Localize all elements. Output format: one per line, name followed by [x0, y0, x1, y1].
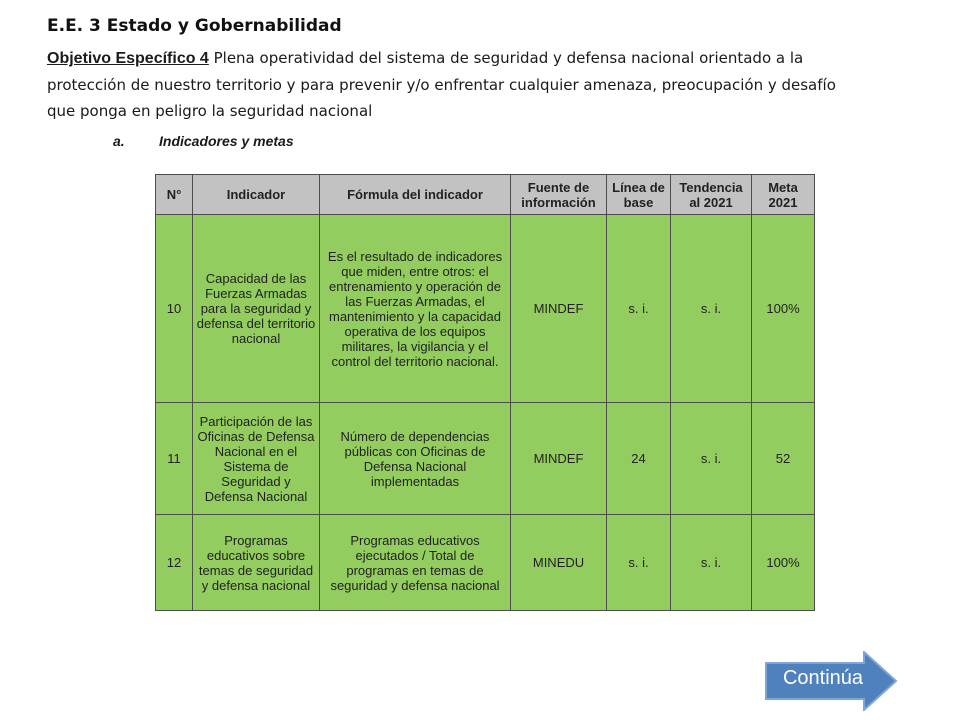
cell-indicador: Participación de las Oficinas de Defensa Nacional en el Sistema de Seguridad y Defensa Nacional: [193, 403, 320, 515]
header-linea-base: Línea de base: [607, 175, 671, 215]
cell-meta: 100%: [752, 515, 815, 611]
objective-text: Plena operatividad del sistema de seguridad y defensa nacional orientado a la protección de nuestro territorio y para prevenir y/o enfrentar cualquier amenaza, preocupación y desafío que ponga en peligro la seguridad nacional: [47, 49, 836, 120]
subheading-label: Indicadores y metas: [159, 133, 294, 149]
cell-fuente: MINDEF: [511, 403, 607, 515]
objective-paragraph: [47, 45, 847, 124]
cell-indicador: Programas educativos sobre temas de seguridad y defensa nacional: [193, 515, 320, 611]
cell-linea-base: 24: [607, 403, 671, 515]
cell-num: 10: [156, 215, 193, 403]
cell-linea-base: s. i.: [607, 515, 671, 611]
cell-meta: 52: [752, 403, 815, 515]
table-row: [156, 515, 815, 611]
header-fuente: Fuente de información: [511, 175, 607, 215]
table-row: [156, 215, 815, 403]
indicators-table: [155, 174, 815, 611]
cell-num: 11: [156, 403, 193, 515]
section-heading: E.E. 3 Estado y Gobernabilidad: [47, 16, 342, 36]
table-header-row: [156, 175, 815, 215]
cell-formula: Es el resultado de indicadores que miden, entre otros: el entrenamiento y operación de las Fuerzas Armadas, el mantenimiento y la capacidad operativa de los equipos militares, la vigilancia y el control del territorio nacional.: [320, 215, 511, 403]
cell-formula: Número de dependencias públicas con Oficinas de Defensa Nacional implementadas: [320, 403, 511, 515]
cell-tendencia: s. i.: [671, 403, 752, 515]
header-meta: Meta 2021: [752, 175, 815, 215]
cell-linea-base: s. i.: [607, 215, 671, 403]
subheading-letter: a.: [113, 133, 125, 149]
subheading: [113, 133, 294, 149]
cell-tendencia: s. i.: [671, 215, 752, 403]
cell-fuente: MINEDU: [511, 515, 607, 611]
continue-button-label: Continúa: [782, 667, 864, 689]
header-tendencia: Tendencia al 2021: [671, 175, 752, 215]
header-num: N°: [156, 175, 193, 215]
cell-indicador: Capacidad de las Fuerzas Armadas para la seguridad y defensa del territorio nacional: [193, 215, 320, 403]
continue-button[interactable]: [764, 651, 898, 711]
cell-formula: Programas educativos ejecutados / Total de programas en temas de seguridad y defensa nacional: [320, 515, 511, 611]
table-row: [156, 403, 815, 515]
cell-num: 12: [156, 515, 193, 611]
cell-tendencia: s. i.: [671, 515, 752, 611]
cell-fuente: MINDEF: [511, 215, 607, 403]
header-indicador: Indicador: [193, 175, 320, 215]
header-formula: Fórmula del indicador: [320, 175, 511, 215]
objective-label: Objetivo Específico 4: [47, 50, 209, 67]
cell-meta: 100%: [752, 215, 815, 403]
